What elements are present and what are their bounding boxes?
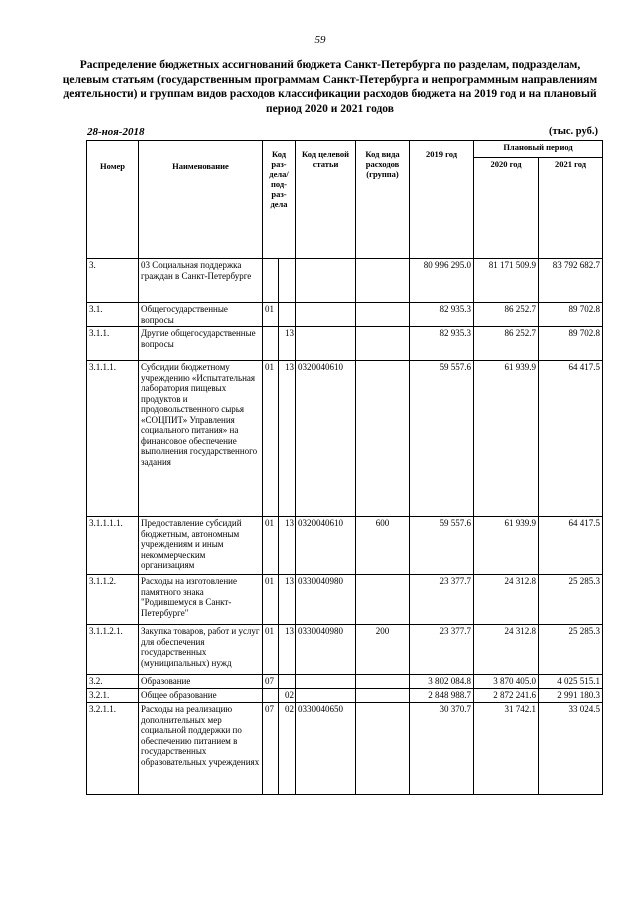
row-amount-2019: 3 802 084.8 xyxy=(410,675,474,689)
row-name: Закупка товаров, работ и услуг для обеспечения государственных (муниципальных) нужд xyxy=(139,625,263,675)
table-row xyxy=(87,327,603,361)
row-target-code xyxy=(296,303,356,327)
row-razdel: 07 xyxy=(263,703,279,795)
row-razdel xyxy=(263,327,279,361)
row-amount-2021: 25 285.3 xyxy=(539,575,603,625)
row-name: Общегосударственные вопросы xyxy=(139,303,263,327)
row-amount-2020: 2 872 241.6 xyxy=(474,689,539,703)
row-podrazdel: 13 xyxy=(279,625,296,675)
row-amount-2020: 3 870 405.0 xyxy=(474,675,539,689)
row-target-code: 0330040980 xyxy=(296,575,356,625)
row-amount-2020: 61 939.9 xyxy=(474,517,539,575)
row-amount-2020: 31 742.1 xyxy=(474,703,539,795)
row-amount-2020: 24 312.8 xyxy=(474,575,539,625)
row-amount-2021: 4 025 515.1 xyxy=(539,675,603,689)
row-name: Другие общегосударственные вопросы xyxy=(139,327,263,361)
row-amount-2019: 23 377.7 xyxy=(410,625,474,675)
row-name: 03 Социальная поддержка граждан в Санкт-Петербурге xyxy=(139,259,263,303)
row-amount-2019: 82 935.3 xyxy=(410,327,474,361)
row-amount-2019: 30 370.7 xyxy=(410,703,474,795)
row-name: Расходы на изготовление памятного знака "Родившемуся в Санкт-Петербурге" xyxy=(139,575,263,625)
row-razdel: 07 xyxy=(263,675,279,689)
row-expense-type xyxy=(356,689,410,703)
row-number: 3.2.1.1. xyxy=(87,703,139,795)
row-podrazdel: 13 xyxy=(279,327,296,361)
header-number: Номер xyxy=(87,141,139,259)
row-number: 3.1.1.1.1. xyxy=(87,517,139,575)
table-row xyxy=(87,703,603,795)
header-expense-type-code: Код вида расходов (группа) xyxy=(356,141,410,259)
row-expense-type: 600 xyxy=(356,517,410,575)
row-amount-2020: 86 252.7 xyxy=(474,327,539,361)
row-razdel xyxy=(263,259,279,303)
row-name: Субсидии бюджетному учреждению «Испытательная лаборатория пищевых продуктов и продовольственного сырья «СОЦПИТ» Управления социального питания» на финансовое обеспечение выполнения государственного задания xyxy=(139,361,263,517)
table-row xyxy=(87,259,603,303)
row-podrazdel: 13 xyxy=(279,361,296,517)
header-section-code: Код раз- дела/ под- раз- дела xyxy=(263,141,296,259)
row-target-code xyxy=(296,327,356,361)
row-target-code: 0330040650 xyxy=(296,703,356,795)
table-row xyxy=(87,675,603,689)
row-expense-type xyxy=(356,675,410,689)
budget-table xyxy=(86,140,603,795)
row-number: 3.1.1.1. xyxy=(87,361,139,517)
row-podrazdel xyxy=(279,303,296,327)
row-number: 3. xyxy=(87,259,139,303)
row-amount-2019: 80 996 295.0 xyxy=(410,259,474,303)
row-amount-2019: 23 377.7 xyxy=(410,575,474,625)
row-target-code xyxy=(296,689,356,703)
row-amount-2019: 59 557.6 xyxy=(410,361,474,517)
row-razdel: 01 xyxy=(263,361,279,517)
row-razdel xyxy=(263,689,279,703)
row-podrazdel: 02 xyxy=(279,689,296,703)
row-number: 3.1.1. xyxy=(87,327,139,361)
row-podrazdel: 02 xyxy=(279,703,296,795)
row-expense-type xyxy=(356,575,410,625)
table-row xyxy=(87,303,603,327)
row-podrazdel xyxy=(279,259,296,303)
row-target-code: 0320040610 xyxy=(296,517,356,575)
row-target-code: 0320040610 xyxy=(296,361,356,517)
row-name: Предоставление субсидий бюджетным, автономным учреждениям и иным некоммерческим организациям xyxy=(139,517,263,575)
row-target-code xyxy=(296,675,356,689)
row-razdel: 01 xyxy=(263,303,279,327)
row-amount-2021: 89 702.8 xyxy=(539,303,603,327)
row-amount-2019: 2 848 988.7 xyxy=(410,689,474,703)
row-target-code: 0330040980 xyxy=(296,625,356,675)
row-amount-2020: 81 171 509.9 xyxy=(474,259,539,303)
units-label: (тыс. руб.) xyxy=(549,126,598,137)
page-number: 59 xyxy=(314,34,326,46)
table-row xyxy=(87,689,603,703)
row-podrazdel xyxy=(279,675,296,689)
header-year-2021: 2021 год xyxy=(539,158,603,259)
row-amount-2021: 25 285.3 xyxy=(539,625,603,675)
row-name: Общее образование xyxy=(139,689,263,703)
row-name: Расходы на реализацию дополнительных мер социальной поддержки по обеспечению питанием в государственных образовательных учреждениях xyxy=(139,703,263,795)
row-podrazdel: 13 xyxy=(279,517,296,575)
row-razdel: 01 xyxy=(263,517,279,575)
row-razdel: 01 xyxy=(263,625,279,675)
header-planned-period: Плановый период xyxy=(474,141,603,158)
row-amount-2021: 83 792 682.7 xyxy=(539,259,603,303)
header-year-2019: 2019 год xyxy=(410,141,474,259)
row-number: 3.1.1.2.1. xyxy=(87,625,139,675)
row-amount-2019: 82 935.3 xyxy=(410,303,474,327)
row-expense-type: 200 xyxy=(356,625,410,675)
row-expense-type xyxy=(356,703,410,795)
header-name: Наименование xyxy=(139,141,263,259)
row-amount-2020: 86 252.7 xyxy=(474,303,539,327)
table-row xyxy=(87,625,603,675)
row-razdel: 01 xyxy=(263,575,279,625)
header-target-code: Код целевой статьи xyxy=(296,141,356,259)
row-amount-2021: 2 991 180.3 xyxy=(539,689,603,703)
row-podrazdel: 13 xyxy=(279,575,296,625)
document-title: Распределение бюджетных ассигнований бюджета Санкт-Петербурга по разделам, подразделам, целевым статьям (государственным программам Санкт-Петербурга и непрограммным направлениям деятельности) и группам видов расходов классификации расходов бюджета на 2019 год и на плановый период 2020 и 2021 годов xyxy=(62,59,598,115)
row-expense-type xyxy=(356,303,410,327)
row-amount-2020: 24 312.8 xyxy=(474,625,539,675)
row-expense-type xyxy=(356,361,410,517)
row-amount-2020: 61 939.9 xyxy=(474,361,539,517)
document-date: 28-ноя-2018 xyxy=(87,126,145,138)
row-amount-2021: 89 702.8 xyxy=(539,327,603,361)
row-target-code xyxy=(296,259,356,303)
row-amount-2019: 59 557.6 xyxy=(410,517,474,575)
row-amount-2021: 64 417.5 xyxy=(539,361,603,517)
table-row xyxy=(87,575,603,625)
table-row xyxy=(87,517,603,575)
row-name: Образование xyxy=(139,675,263,689)
table-row xyxy=(87,361,603,517)
row-number: 3.2.1. xyxy=(87,689,139,703)
row-number: 3.1.1.2. xyxy=(87,575,139,625)
row-expense-type xyxy=(356,327,410,361)
header-year-2020: 2020 год xyxy=(474,158,539,259)
row-number: 3.1. xyxy=(87,303,139,327)
row-amount-2021: 33 024.5 xyxy=(539,703,603,795)
row-expense-type xyxy=(356,259,410,303)
row-amount-2021: 64 417.5 xyxy=(539,517,603,575)
row-number: 3.2. xyxy=(87,675,139,689)
